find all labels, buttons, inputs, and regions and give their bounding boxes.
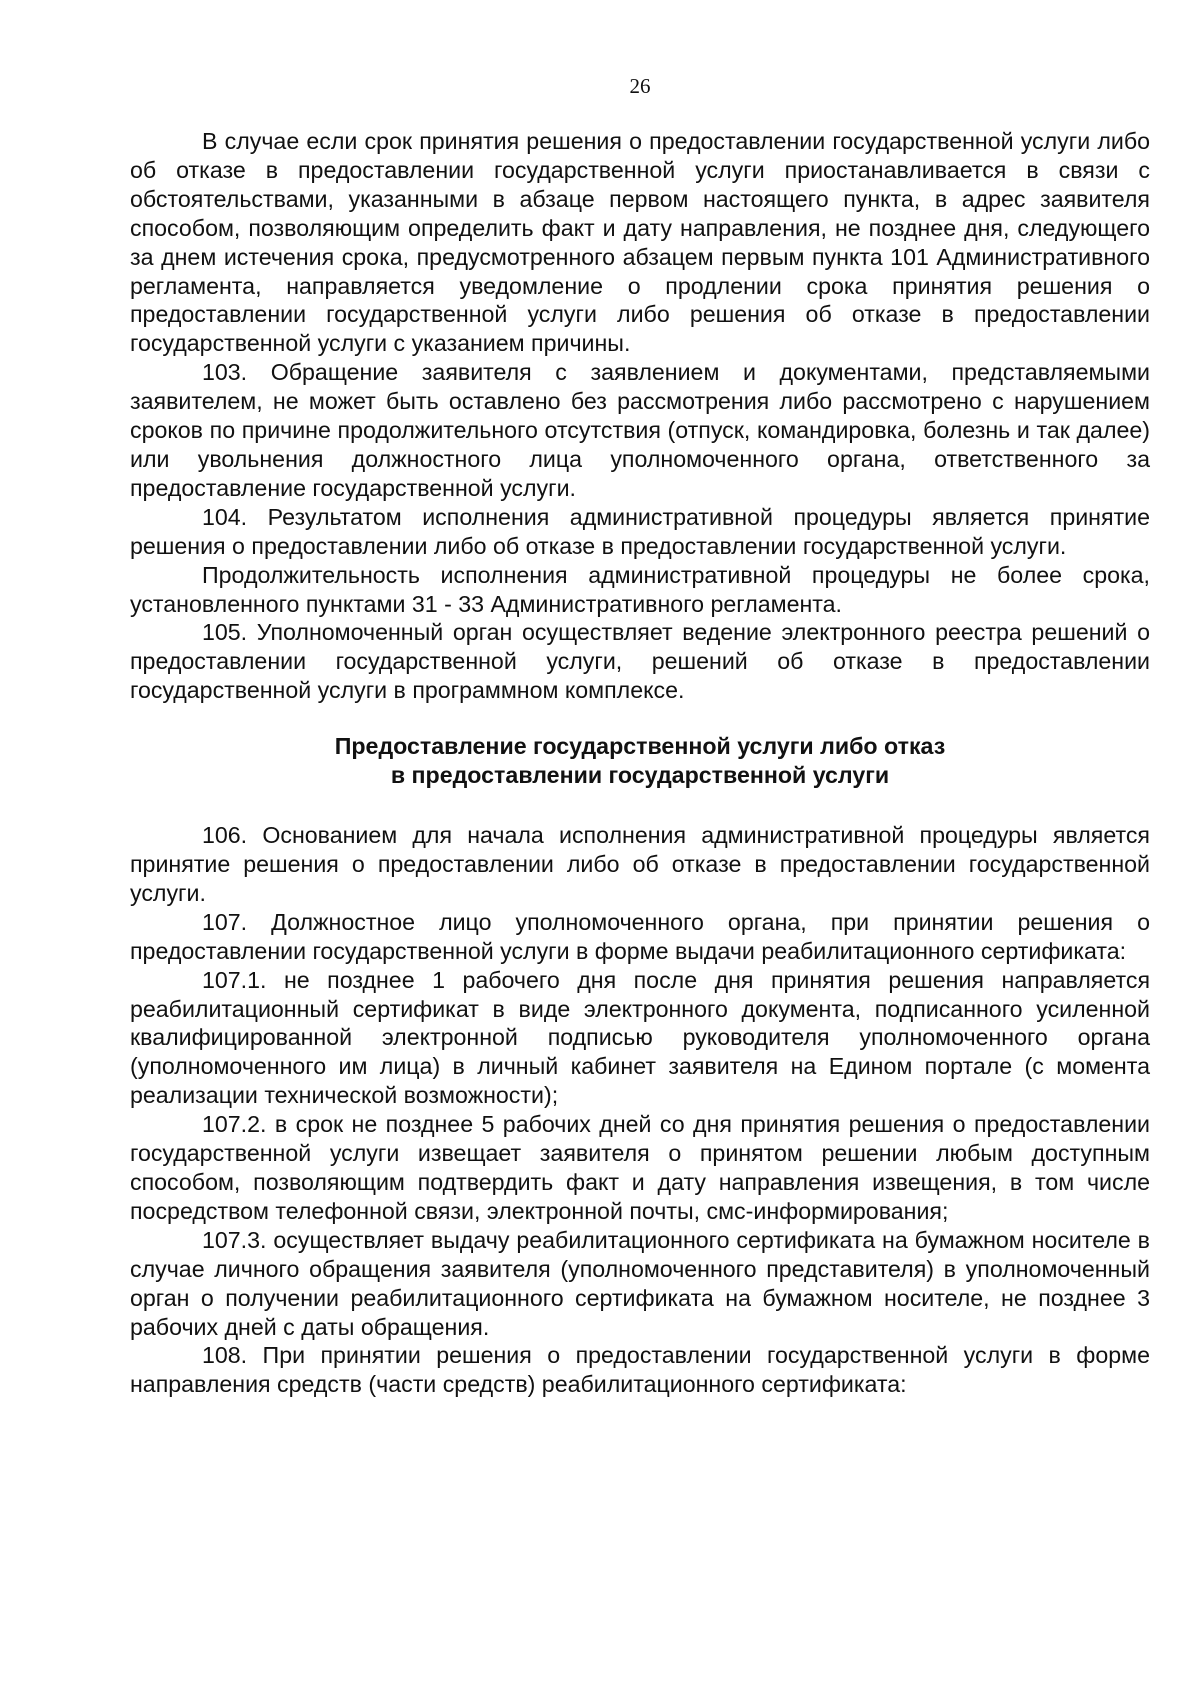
section-heading-line-2: в предоставлении государственной услуги	[390, 762, 890, 789]
paragraph-104: 104. Результатом исполнения административной процедуры является принятие решения о предоставлении либо об отказе в предоставлении государственной услуги.	[130, 503, 1150, 559]
page-number: 26	[629, 74, 651, 98]
paragraph-106: 106. Основанием для начала исполнения административной процедуры является принятие решения о предоставлении либо об отказе в предоставлении государственной услуги.	[130, 822, 1150, 906]
section-heading	[130, 732, 1150, 790]
paragraph-107: 107. Должностное лицо уполномоченного органа, при принятии решения о предоставлении государственной услуги в форме выдачи реабилитационного сертификата:	[130, 908, 1150, 964]
paragraph-105: 105. Уполномоченный орган осуществляет ведение электронного реестра решений о предоставлении государственной услуги, решений об отказе в предоставлении государственной услуги в программном комплексе.	[130, 619, 1150, 704]
paragraph-108: 108. При принятии решения о предоставлении государственной услуги в форме направления средств (части средств) реабилитационного сертификата:	[130, 1342, 1150, 1398]
paragraph-103: 103. Обращение заявителя с заявлением и документами, представляемыми заявителем, не может быть оставлено без рассмотрения либо рассмотрено с нарушением сроков по причине продолжительного отсутствия (отпуск, командировка, болезнь и так далее) или увольнения должностного лица уполномоченного органа, ответственного за предоставление государственной услуги.	[130, 359, 1150, 501]
paragraph-107-1: 107.1. не позднее 1 рабочего дня после дня принятия решения направляется реабилитационный сертификат в виде электронного документа, подписанного усиленной квалифицированной электронной подписью руководителя уполномоченного органа (уполномоченного им лица) в личный кабинет заявителя на Едином портале (с момента реализации технической возможности);	[130, 966, 1150, 1109]
document-body	[130, 127, 1150, 1399]
paragraph-107-3: 107.3. осуществляет выдачу реабилитационного сертификата на бумажном носителе в случае личного обращения заявителя (уполномоченного представителя) в уполномоченный орган о получении реабилитационного сертификата на бумажном носителе, не позднее 3 рабочих дней с даты обращения.	[130, 1226, 1150, 1340]
paragraph-104-duration: Продолжительность исполнения административной процедуры не более срока, установленного пунктами 31 - 33 Административного регламента.	[130, 561, 1150, 617]
paragraph-102-continuation: В случае если срок принятия решения о предоставлении государственной услуги либо об отказе в предоставлении государственной услуги приостанавливается в связи с обстоятельствами, указанными в абзаце первом настоящего пункта, в адрес заявителя способом, позволяющим определить факт и дату направления, не позднее дня, следующего за днем истечения срока, предусмотренного абзацем первым пункта 101 Административного регламента, направляется уведомление о продлении срока принятия решения о предоставлении государственной услуги либо решения об отказе в предоставлении государственной услуги с указанием причины.	[130, 128, 1150, 357]
section-heading-line-1: Предоставление государственной услуги либо отказ	[334, 733, 946, 760]
paragraph-107-2: 107.2. в срок не позднее 5 рабочих дней со дня принятия решения о предоставлении государственной услуги извещает заявителя о принятом решении любым доступным способом, позволяющим подтвердить факт и дату направления извещения, в том числе посредством телефонной связи, электронной почты, смс-информирования;	[130, 1111, 1150, 1224]
